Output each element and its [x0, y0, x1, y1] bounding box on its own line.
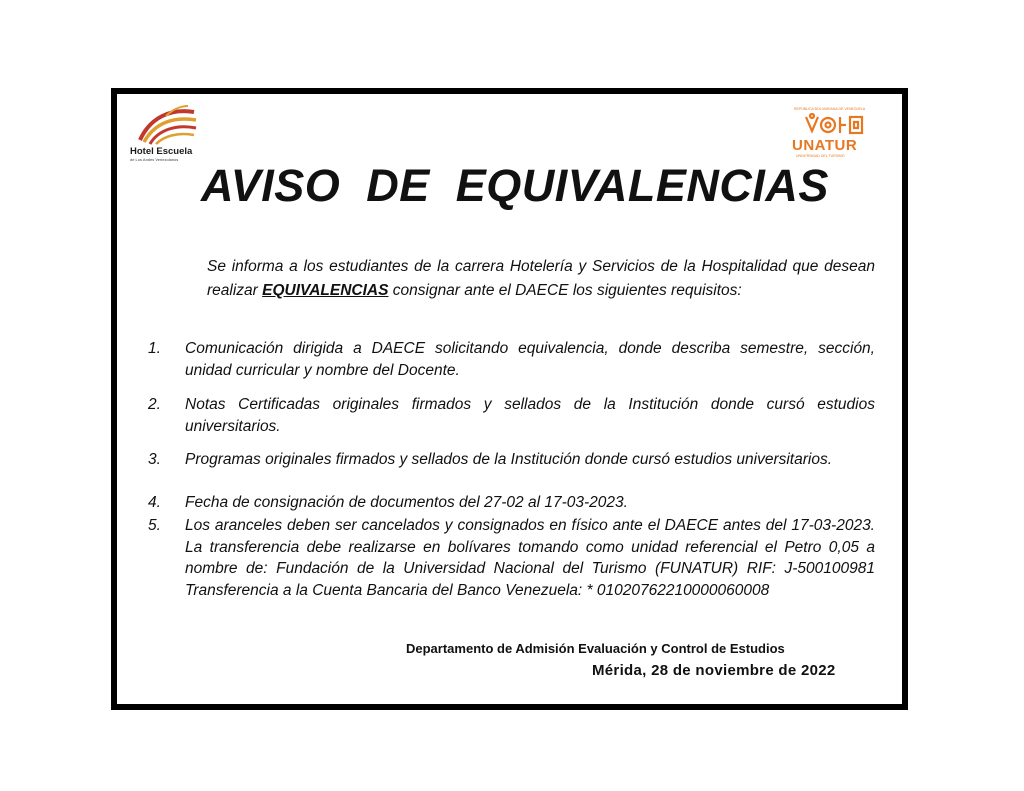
- requirement-number: 3.: [148, 451, 161, 468]
- requirement-text: Los aranceles deben ser cancelados y consignados en físico ante el DAECE antes del 17-03-2023. La transferencia debe realizarse en bolívares tomando como unidad referencial el Petro 0,05 a nombre de: Fundación de la Universidad Nacional del Turismo (FUNATUR) RIF: J-500100981 Transferencia a la Cuenta Bancaria del Banco Venezuela: * 01020762210000060008: [185, 517, 875, 599]
- hotel-escuela-logo: [130, 104, 202, 162]
- department-name: Departamento de Admisión Evaluación y Control de Estudios: [406, 641, 785, 656]
- requirement-number: 1.: [148, 340, 161, 357]
- intro-text-after: consignar ante el DAECE los siguientes requisitos:: [388, 282, 742, 299]
- unatur-logo: [792, 107, 882, 157]
- logo-right-name: UNATUR: [792, 137, 858, 154]
- requirement-text: Comunicación dirigida a DAECE solicitando equivalencia, donde describa semestre, sección, unidad curricular y nombre del Docente.: [185, 340, 875, 379]
- requirement-text: Fecha de consignación de documentos del 27-02 al 17-03-2023.: [185, 494, 628, 511]
- logo-left-name: Hotel Escuela: [130, 146, 193, 157]
- unatur-figures-icon: [804, 113, 866, 137]
- intro-paragraph: [207, 255, 875, 303]
- place-date: Mérida, 28 de noviembre de 2022: [592, 662, 836, 679]
- requirement-number: 4.: [148, 494, 161, 511]
- intro-text-before: Se informa a los estudiantes de la carrera Hotelería y Servicios de la Hospitalidad que desean realizar: [207, 258, 875, 299]
- intro-keyword: EQUIVALENCIAS: [262, 282, 389, 299]
- requirement-number: 5.: [148, 517, 161, 534]
- logo-left-subtitle: de Los Andes Venezolanos: [130, 157, 179, 162]
- logo-right-top: REPÚBLICA BOLIVARIANA DE VENEZUELA: [794, 107, 866, 111]
- requirement-text: Programas originales firmados y sellados de la Institución donde cursó estudios universitarios.: [185, 451, 833, 468]
- waves-logo-icon: [136, 104, 198, 146]
- logo-right-subtitle: UNIVERSIDAD DEL TURISMO: [796, 154, 845, 158]
- notice-title: AVISO DE EQUIVALENCIAS: [201, 160, 829, 211]
- requirement-text: Notas Certificadas originales firmados y sellados de la Institución donde cursó estudios universitarios.: [185, 396, 875, 435]
- requirement-number: 2.: [148, 396, 161, 413]
